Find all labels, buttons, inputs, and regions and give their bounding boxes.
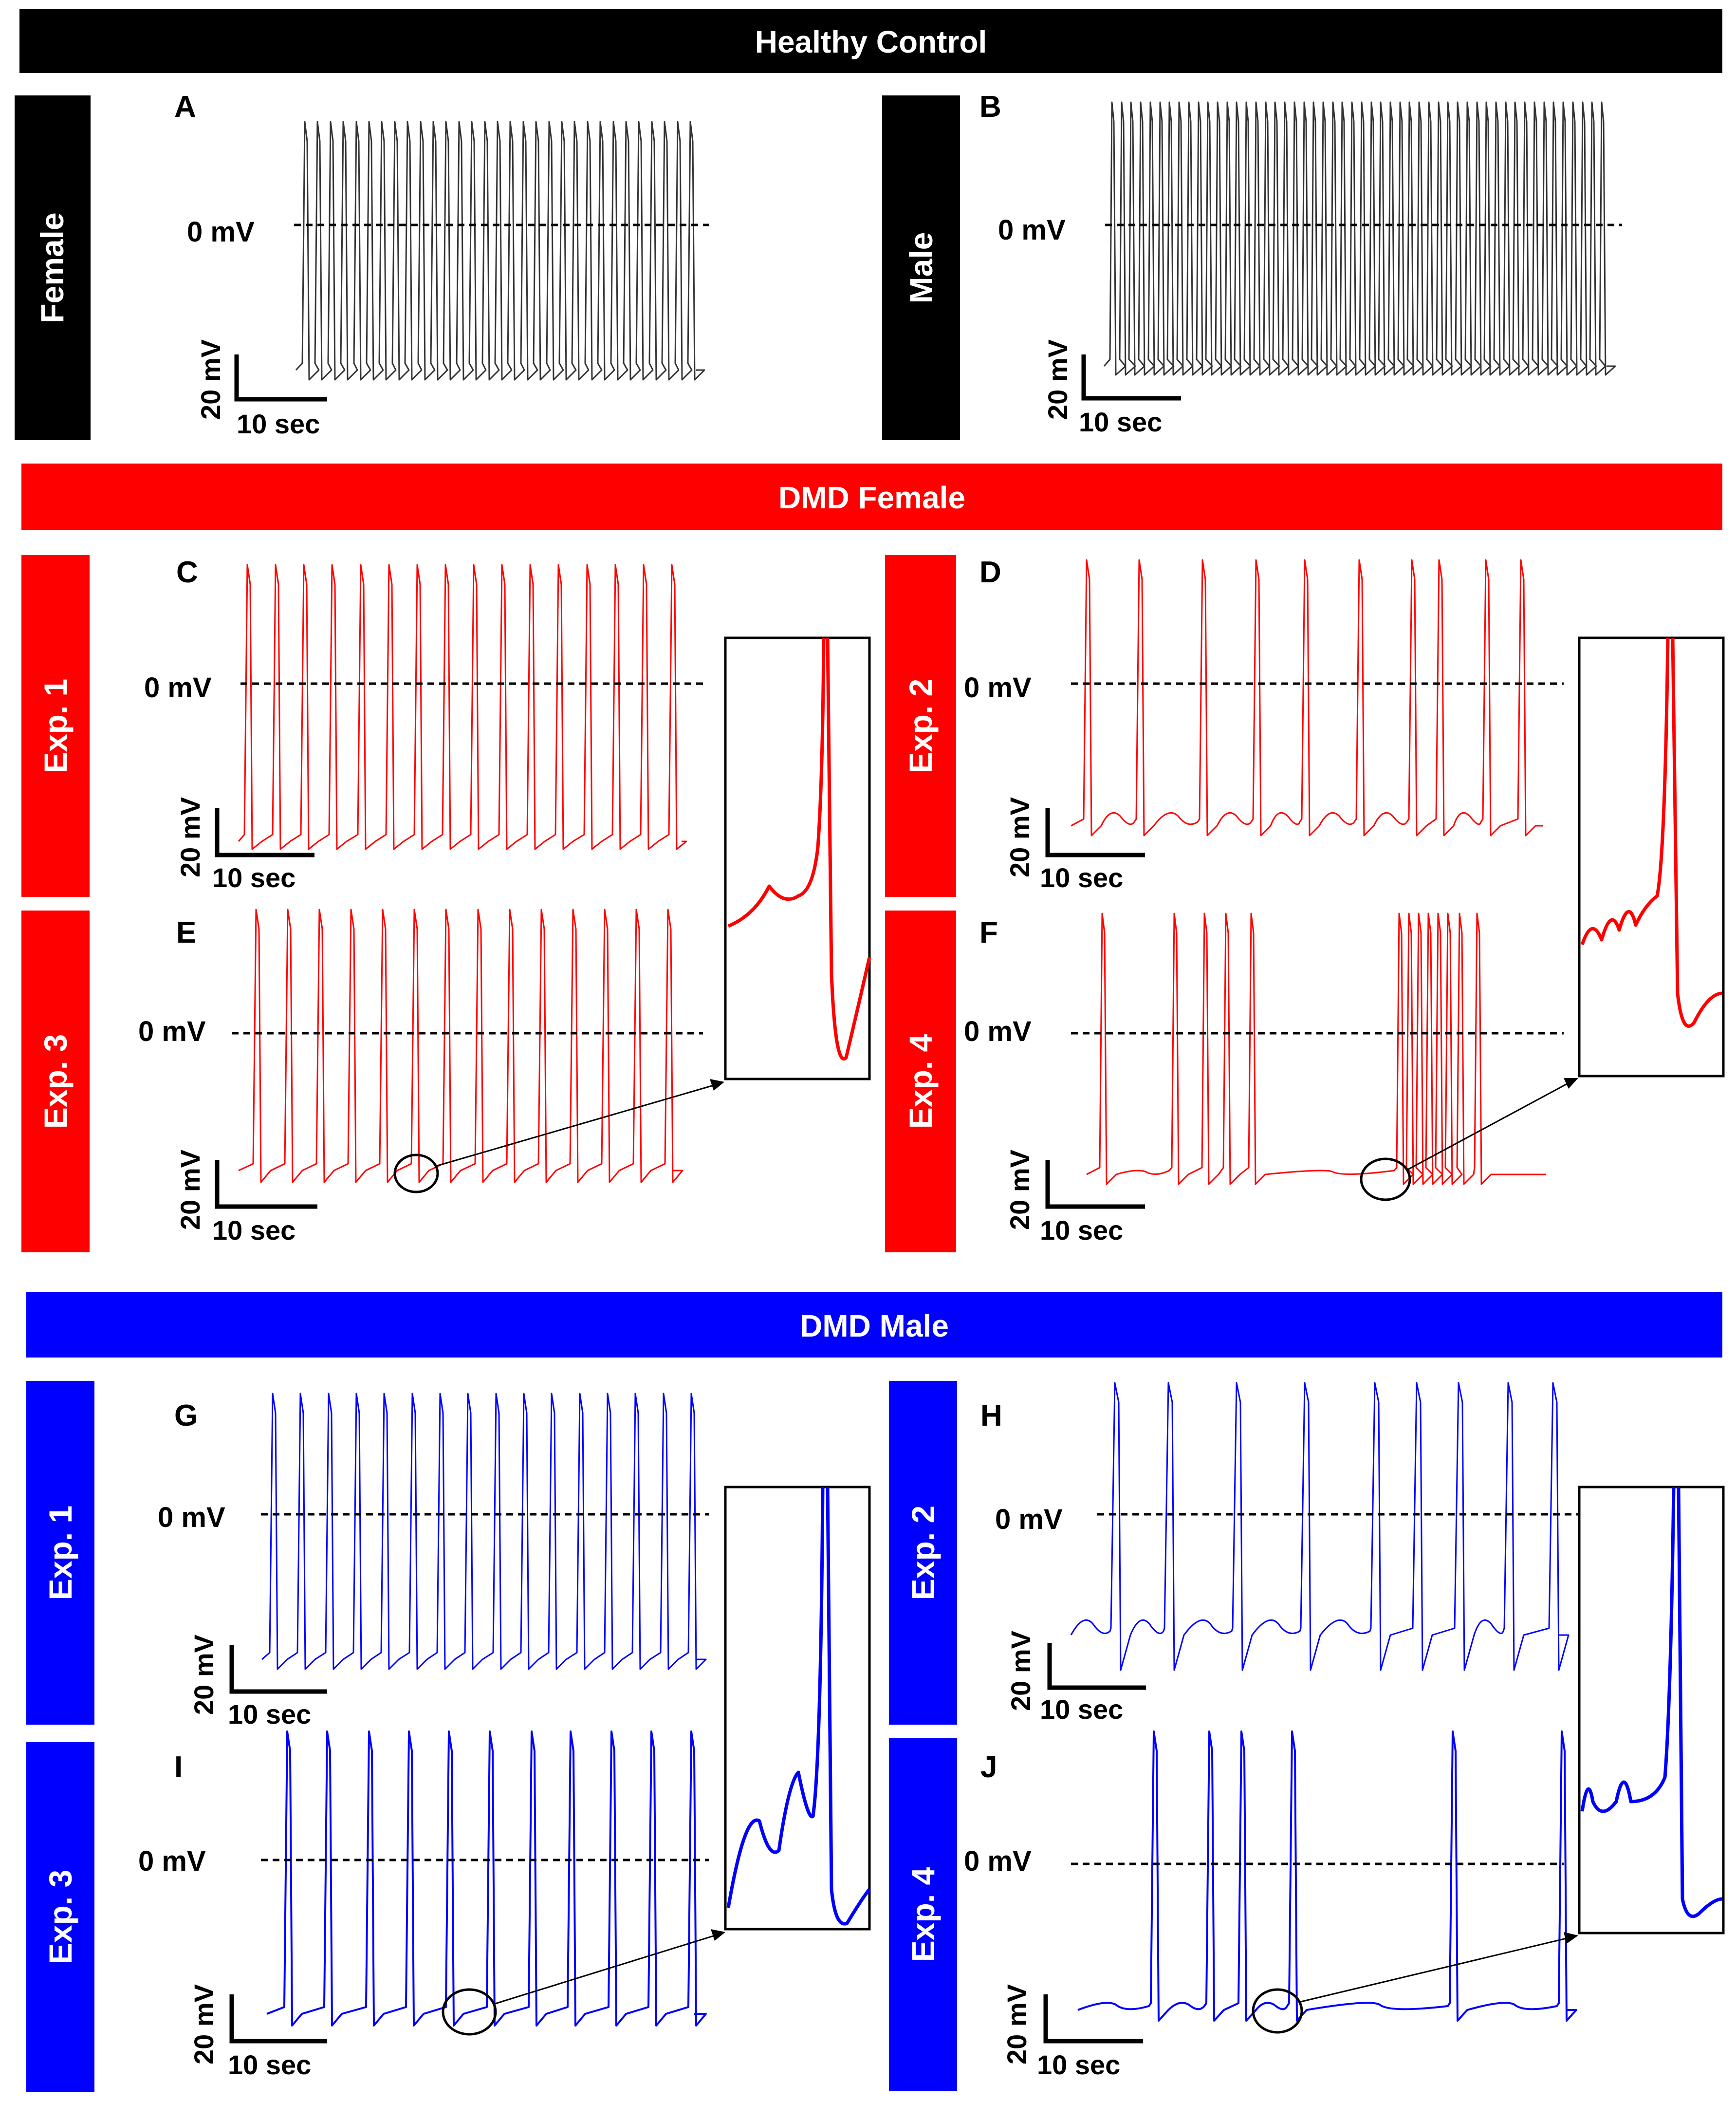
zero-mv-label-a: 0 mV	[187, 216, 255, 248]
trace-panel-i	[267, 1731, 706, 2026]
panel-letter-i: I	[174, 1750, 183, 1784]
scale-bar-b	[1042, 339, 1181, 437]
scale-bar-i	[188, 1984, 327, 2080]
panel-letter-g: G	[174, 1399, 198, 1432]
zoom-arrowhead-e	[710, 1079, 724, 1091]
trace-line-g	[262, 1394, 706, 1669]
scale-bar-voltage-g: 20 mV	[188, 1635, 219, 1715]
scale-bar-f	[1004, 1150, 1145, 1246]
trace-panel-g	[262, 1394, 706, 1669]
zero-mv-label-d: 0 mV	[964, 672, 1032, 704]
panel-letter-a: A	[174, 90, 196, 124]
scale-bar-voltage-c: 20 mV	[175, 797, 205, 877]
scale-bar-j	[1001, 1984, 1143, 2080]
scale-bar-voltage-f: 20 mV	[1004, 1150, 1035, 1230]
scale-bar-e	[175, 1150, 317, 1246]
trace-panel-j	[1078, 1731, 1576, 2021]
scale-bar-voltage-i: 20 mV	[188, 1984, 219, 2065]
zero-mv-label-e: 0 mV	[138, 1016, 206, 1047]
zero-mv-label-h: 0 mV	[995, 1504, 1063, 1535]
trace-line-j	[1078, 1731, 1576, 2021]
trace-panel-h	[1071, 1383, 1569, 1670]
trace-line-b	[1104, 102, 1615, 375]
side-label-female-exp2: Exp. 2	[903, 678, 939, 774]
scale-bar-voltage-a: 20 mV	[195, 339, 226, 420]
zoom-circle-f	[1361, 1159, 1410, 1200]
panel-letter-d: D	[979, 556, 1001, 589]
zoom-circle-e	[395, 1155, 438, 1192]
scale-bar-time-b: 10 sec	[1079, 407, 1163, 437]
trace-panel-c	[239, 565, 686, 849]
side-label-male-exp1: Exp. 1	[42, 1505, 78, 1600]
side-label-female-exp3: Exp. 3	[37, 1034, 74, 1129]
zoom-arrow-i	[494, 1934, 720, 2004]
trace-line-i	[267, 1731, 706, 2026]
panel-letter-c: C	[176, 556, 198, 589]
trace-panel-b	[1104, 102, 1615, 375]
zero-mv-label-f: 0 mV	[964, 1016, 1032, 1047]
scale-bar-time-e: 10 sec	[212, 1215, 296, 1246]
zero-mv-label-i: 0 mV	[138, 1845, 206, 1877]
zero-mv-label-b: 0 mV	[998, 214, 1066, 246]
trace-line-f	[1087, 913, 1546, 1184]
scale-bar-d	[1004, 797, 1145, 893]
scale-bar-time-f: 10 sec	[1040, 1215, 1124, 1246]
scale-bar-voltage-b: 20 mV	[1042, 339, 1073, 420]
zero-mv-label-j: 0 mV	[964, 1845, 1032, 1877]
scale-bar-time-j: 10 sec	[1037, 2049, 1121, 2080]
trace-line-d	[1071, 560, 1543, 836]
scale-bar-h	[1005, 1631, 1146, 1725]
trace-line-a	[296, 122, 704, 380]
zoom-arrowhead-f	[1564, 1078, 1578, 1089]
zoom-arrowhead-i	[711, 1929, 725, 1941]
panel-letter-e: E	[176, 916, 197, 949]
section-title-healthy-control: Healthy Control	[755, 24, 987, 59]
zero-mv-label-c: 0 mV	[144, 672, 212, 704]
zoom-inset-box-male-exp3	[725, 1487, 869, 1929]
scale-bar-voltage-d: 20 mV	[1004, 797, 1035, 877]
side-label-female-exp4: Exp. 4	[903, 1034, 939, 1129]
side-label-female: Female	[34, 212, 70, 323]
zoom-arrow-j	[1299, 1937, 1572, 2002]
trace-panel-e	[239, 910, 683, 1182]
panel-letter-f: F	[979, 916, 998, 949]
side-label-male-exp2: Exp. 2	[905, 1505, 941, 1600]
zoom-circle-j	[1253, 1990, 1302, 2032]
zoom-inset-box-male-exp4	[1579, 1487, 1723, 1933]
panel-letter-h: H	[980, 1399, 1002, 1432]
panel-letter-j: J	[980, 1750, 997, 1784]
scale-bar-voltage-e: 20 mV	[175, 1150, 205, 1230]
zero-mv-label-g: 0 mV	[158, 1502, 225, 1533]
scale-bar-time-d: 10 sec	[1040, 862, 1124, 893]
side-label-male-exp3: Exp. 3	[42, 1869, 78, 1965]
scale-bar-a	[195, 339, 327, 439]
scale-bar-voltage-h: 20 mV	[1005, 1631, 1036, 1711]
scale-bar-time-g: 10 sec	[228, 1699, 312, 1730]
trace-line-c	[239, 565, 686, 849]
side-label-male-exp4: Exp. 4	[905, 1867, 941, 1962]
scale-bar-voltage-j: 20 mV	[1001, 1984, 1032, 2065]
trace-line-h	[1071, 1383, 1569, 1670]
trace-panel-a	[296, 122, 704, 380]
scale-bar-g	[188, 1635, 327, 1730]
trace-panel-f	[1087, 913, 1546, 1184]
scale-bar-time-c: 10 sec	[212, 862, 296, 893]
side-label-male: Male	[903, 232, 939, 304]
section-title-dmd-female: DMD Female	[778, 480, 966, 515]
scale-bar-time-h: 10 sec	[1040, 1694, 1124, 1725]
panel-letter-b: B	[979, 90, 1001, 124]
side-label-female-exp1: Exp. 1	[37, 678, 74, 774]
trace-line-e	[239, 910, 683, 1182]
scale-bar-time-i: 10 sec	[228, 2049, 312, 2080]
zoom-inset-box-female-exp3	[725, 638, 869, 1079]
section-title-dmd-male: DMD Male	[800, 1308, 949, 1343]
trace-panel-d	[1071, 560, 1543, 836]
scale-bar-time-a: 10 sec	[237, 409, 320, 439]
zoom-arrow-f	[1406, 1081, 1572, 1171]
